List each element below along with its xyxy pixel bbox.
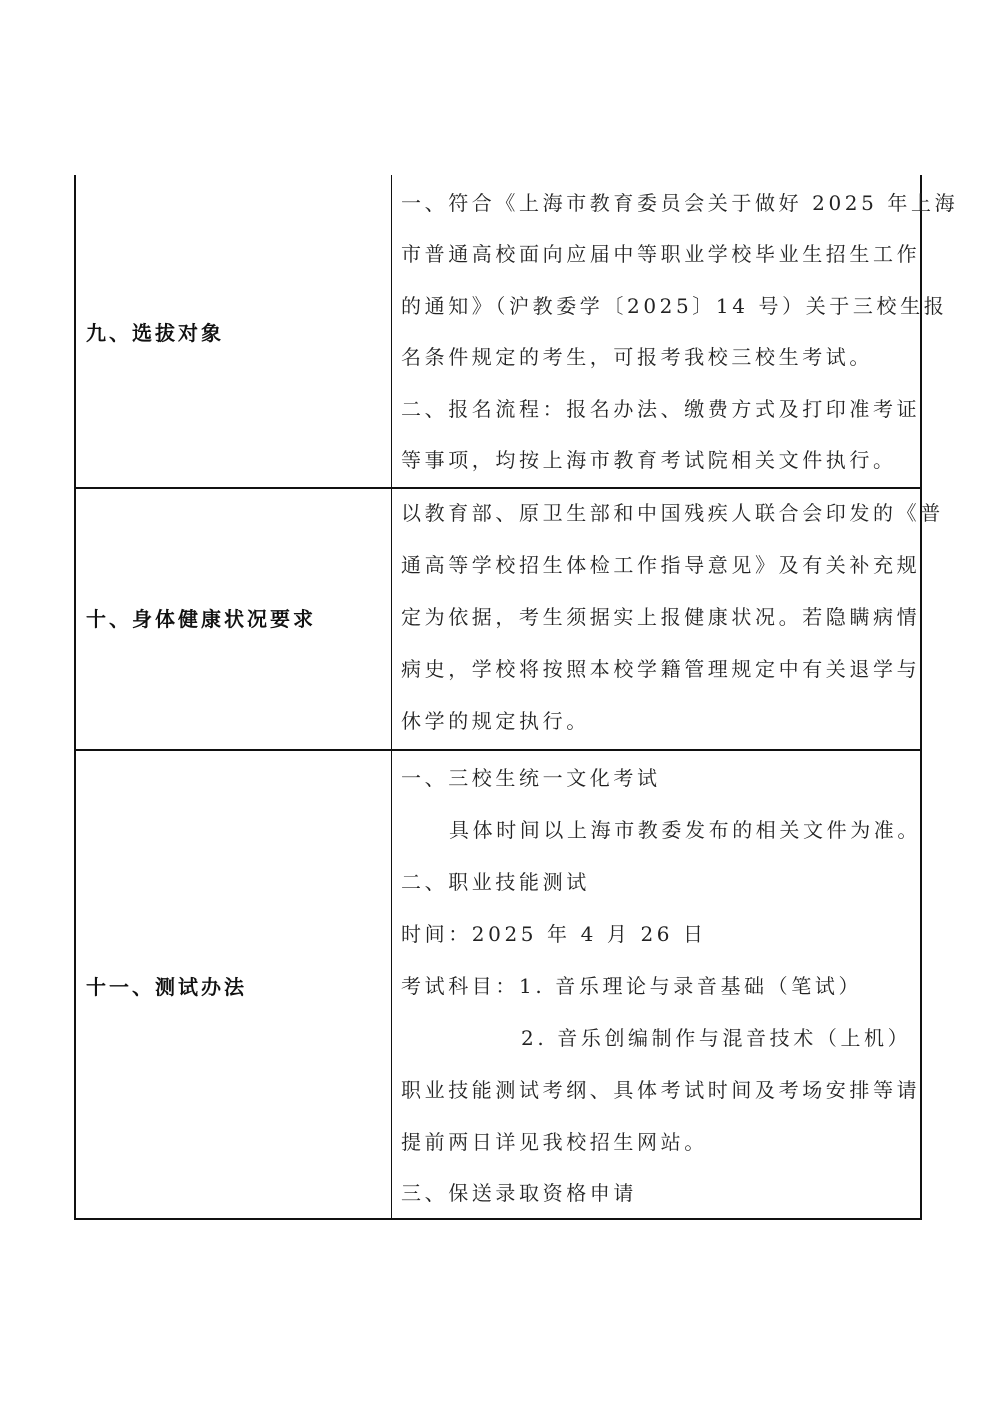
content-line: 提前两日详见我校招生网站。 [401, 1130, 708, 1154]
table-row-test-methods [76, 751, 920, 1218]
content-line: 2. 音乐创编制作与混音技术（上机） [521, 1026, 912, 1050]
content-line: 三、保送录取资格申请 [401, 1181, 637, 1205]
content-line: 考试科目：1. 音乐理论与录音基础（笔试） [401, 974, 863, 998]
column-divider [391, 751, 392, 1218]
admissions-info-table [74, 175, 959, 1220]
column-divider [391, 175, 392, 487]
content-line: 病史，学校将按照本校学籍管理规定中有关退学与 [401, 657, 921, 681]
content-line: 市普通高校面向应届中等职业学校毕业生招生工作 [401, 242, 921, 266]
content-line: 等事项，均按上海市教育考试院相关文件执行。 [401, 448, 897, 472]
row-label-selection-target: 九、选拔对象 [86, 321, 224, 345]
content-line: 时间：2025 年 4 月 26 日 [401, 922, 707, 946]
row-label-test-methods: 十一、测试办法 [86, 975, 247, 999]
content-line: 二、报名流程：报名办法、缴费方式及打印准考证 [401, 397, 921, 421]
row-label-health-requirements: 十、身体健康状况要求 [86, 607, 316, 631]
content-line: 休学的规定执行。 [401, 709, 590, 733]
content-line: 一、符合《上海市教育委员会关于做好 2025 年上海 [401, 191, 959, 215]
table-row-selection-target [76, 175, 959, 489]
content-line: 的通知》（沪教委学〔2025〕14 号）关于三校生报 [401, 294, 948, 318]
content-line: 二、职业技能测试 [401, 870, 590, 894]
content-line: 名条件规定的考生，可报考我校三校生考试。 [401, 345, 873, 369]
content-line: 一、三校生统一文化考试 [401, 766, 661, 790]
content-line: 职业技能测试考纲、具体考试时间及考场安排等请 [401, 1078, 921, 1102]
table-row-health-requirements [76, 489, 944, 751]
content-line: 定为依据，考生须据实上报健康状况。若隐瞒病情 [401, 605, 921, 629]
content-line: 具体时间以上海市教委发布的相关文件为准。 [449, 818, 921, 842]
column-divider [391, 489, 392, 749]
content-line: 通高等学校招生体检工作指导意见》及有关补充规 [401, 553, 921, 577]
content-line: 以教育部、原卫生部和中国残疾人联合会印发的《普 [401, 501, 944, 525]
